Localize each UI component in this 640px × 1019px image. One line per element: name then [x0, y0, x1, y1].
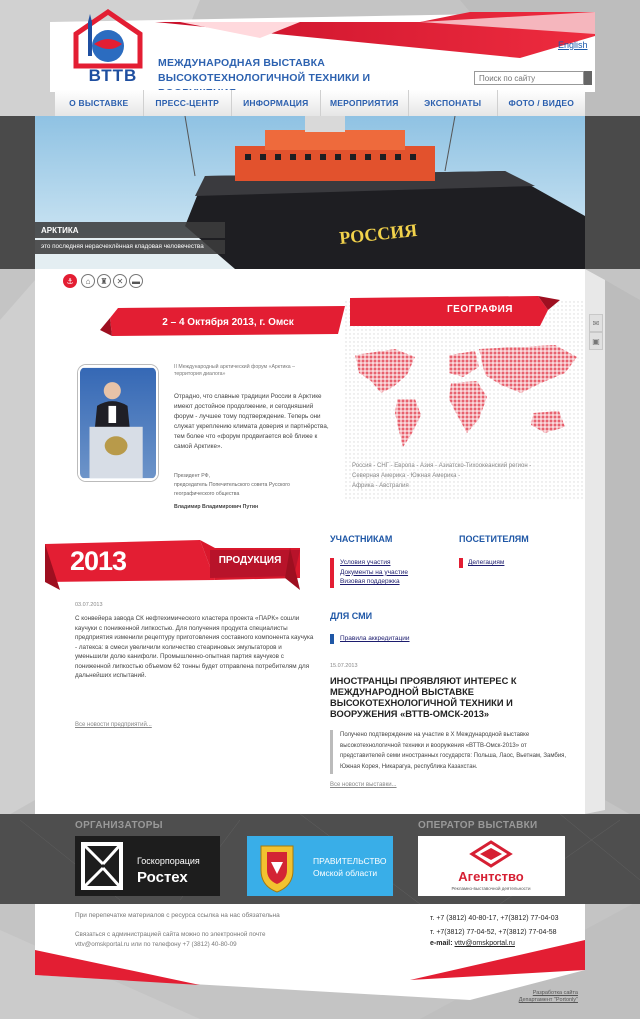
dev-line2[interactable]: Департамент "Portonly"	[518, 997, 578, 1003]
nav-item-media[interactable]: ФОТО / ВИДЕО	[498, 90, 586, 116]
president-photo	[78, 365, 158, 481]
email-link[interactable]: vttv@omskportal.ru	[454, 940, 515, 947]
side-mail-icon[interactable]: ✉	[589, 314, 603, 332]
logo-text[interactable]: ВТТВ	[88, 66, 138, 85]
banner-caption-title[interactable]: АРКТИКА	[35, 222, 225, 238]
production-year: 2013	[70, 546, 127, 576]
quote-author-role	[174, 472, 334, 499]
rostec-line1: Госкорпорация	[137, 856, 200, 866]
all-exhibition-news-link[interactable]: Все новости выставки...	[330, 782, 397, 788]
slide-industry-icon[interactable]: ♜	[97, 274, 111, 288]
participants-links	[340, 558, 408, 587]
link-accreditation-rules[interactable]: Правила аккредитации	[340, 635, 410, 642]
omsk-line2: Омской области	[313, 868, 378, 878]
search-input[interactable]	[474, 71, 584, 85]
link-participation-documents[interactable]: Документы на участие	[340, 568, 409, 576]
omsk-line1: ПРАВИТЕЛЬСТВО	[313, 856, 387, 866]
site-title-line2: ВЫСОКОТЕХНОЛОГИЧНОЙ ТЕХНИКИ И	[158, 72, 371, 84]
geography-title: ГЕОГРАФИЯ	[447, 304, 513, 315]
organizers-title: ОРГАНИЗАТОРЫ	[75, 820, 163, 831]
regions-line3: Африка - Австралия	[352, 483, 409, 489]
exhibition-news-bar	[330, 730, 333, 774]
nav-item-press[interactable]: ПРЕСС-ЦЕНТР	[144, 90, 233, 116]
slide-tank-icon[interactable]: ▬	[129, 274, 143, 288]
side-print-icon[interactable]: ▣	[589, 332, 603, 350]
nav-item-info[interactable]: ИНФОРМАЦИЯ	[232, 90, 321, 116]
nav-item-events[interactable]: МЕРОПРИЯТИЯ	[321, 90, 410, 116]
forum-caption-line2: территория диалога»	[174, 371, 226, 377]
visitors-title[interactable]: ПОСЕТИТЕЛЯМ	[459, 534, 529, 544]
footer-contact-line1: Связаться с администрацией сайта можно по электронной почте	[75, 931, 266, 938]
agency-name: Агентство	[458, 869, 524, 884]
slide-tools-icon[interactable]: ✕	[113, 274, 127, 288]
agency-logo[interactable]	[418, 836, 565, 896]
link-participation-terms[interactable]: Условия участия	[340, 559, 391, 566]
language-link-english[interactable]: English	[558, 40, 588, 50]
author-role-line1: Президент РФ,	[174, 473, 211, 479]
phone-line2: т. +7(3812) 77-04-52, +7(3812) 77-04-58	[430, 929, 557, 936]
slide-factory-icon[interactable]: ⌂	[81, 274, 95, 288]
forum-caption-line1: II Международный арктический форум «Арктика –	[174, 364, 295, 370]
footer-phones	[430, 912, 580, 940]
banner-ship-name: РОССИЯ	[338, 219, 419, 248]
email-label: e-mail:	[430, 940, 453, 947]
participants-accent-bar	[330, 558, 334, 588]
omsk-government-logo[interactable]	[247, 836, 393, 896]
developer-credit	[488, 990, 578, 1004]
news-text: С конвейера завода СК нефтехимического кластера проекта «ПАРК» сошли каучуки с пониженной липкостью. Для получения продукта специалисты предприятия изменили рецептуру приготовления составного компонента каучука - латекса: в смеси увеличили количество стеариновых эмульгаторов и уменьшили долю канифоли. Промышленно-опытная партия каучуков с пониженной липкостью объемом 62 тонны будет отправлена потребителям для дальнейших испытаний.	[75, 615, 314, 679]
author-role-line3: географического общества	[174, 491, 240, 497]
event-date: 2 – 4 Октября 2013, г. Омск	[162, 317, 294, 328]
regions-line2: Северная Америка - Южная Америка -	[352, 473, 461, 479]
geography-regions	[352, 461, 577, 491]
exhibition-news-text: Получено подтверждение на участие в X Международной выставке высокотехнологичной техники и вооружения «ВТТВ-Омск-2013» от представителей семи иностранных государств: Польша, Лаос, Вьетнам, Замбия, Южная Корея, Никарагуа, республика Казахстан.	[340, 732, 567, 770]
footer-copyright-note: При перепечатке материалов с ресурса ссылка на нас обязательна	[75, 912, 280, 919]
visitors-accent-bar	[459, 558, 463, 568]
quote-author-name: Владимир Владимирович Путин	[174, 504, 259, 510]
link-visa-support[interactable]: Визовая поддержка	[340, 578, 400, 585]
participants-title[interactable]: УЧАСТНИКАМ	[330, 534, 393, 544]
all-enterprise-news-link[interactable]: Все новости предприятий...	[75, 722, 152, 728]
banner-caption-text[interactable]: это последняя нерасчехлённая кладовая человечества	[35, 240, 225, 254]
visitors-links	[468, 558, 504, 568]
quote-text: Отрадно, что славные традиции России в Арктике имеют достойное продолжение, и сегодняшний форум - лучшее тому подтверждение. Теперь они служат укреплению климата доверия и партнёрства, тем более что «форум продвигается всё ближе к самой Арктике».	[174, 393, 329, 450]
slide-anchor-icon[interactable]: ⚓	[63, 274, 77, 288]
world-map[interactable]	[345, 335, 585, 455]
footer-contact-line2: vttv@omskportal.ru или по телефону +7 (3812) 40-80-09	[75, 941, 237, 948]
news-date: 03.07.2013	[75, 602, 103, 608]
nav-item-exhibits[interactable]: ЭКСПОНАТЫ	[409, 90, 498, 116]
media-accent-bar	[330, 634, 334, 644]
forum-caption	[174, 364, 324, 378]
regions-line1: Россия - СНГ - Европа - Азия - Азиатско-Тихоокеанский регион -	[352, 463, 532, 469]
author-role-line2: председатель Попечительского совета Русского	[174, 482, 290, 488]
dev-line1[interactable]: Разработка сайта	[532, 990, 578, 996]
media-title[interactable]: ДЛЯ СМИ	[330, 611, 373, 621]
footer-email	[430, 940, 515, 947]
exhibition-news-title[interactable]: ИНОСТРАНЦЫ ПРОЯВЛЯЮТ ИНТЕРЕС К МЕЖДУНАРОДНОЙ ВЫСТАВКЕ ВЫСОКОТЕХНОЛОГИЧНОЙ ТЕХНИКИ И ВООРУЖЕНИЯ «ВТТВ-ОМСК-2013»	[330, 676, 517, 719]
footer-contact	[75, 930, 305, 950]
link-delegations[interactable]: Делегациям	[468, 559, 505, 566]
main-nav	[55, 90, 585, 116]
site-title-line1: МЕЖДУНАРОДНАЯ ВЫСТАВКА	[158, 57, 326, 69]
production-label[interactable]: ПРОДУКЦИЯ	[218, 555, 282, 566]
agency-sub: Рекламно-выставочной деятельности	[451, 886, 531, 891]
operator-title: ОПЕРАТОР ВЫСТАВКИ	[418, 820, 538, 831]
rostec-logo[interactable]	[75, 836, 220, 896]
media-links	[340, 634, 410, 644]
exhibition-news-date: 15.07.2013	[330, 663, 358, 669]
search-button[interactable]	[584, 71, 592, 85]
nav-item-about[interactable]: О ВЫСТАВКЕ	[55, 90, 144, 116]
rostec-line2: Ростех	[137, 869, 188, 886]
phone-line1: т. +7 (3812) 40-80-17, +7(3812) 77-04-03	[430, 915, 559, 922]
